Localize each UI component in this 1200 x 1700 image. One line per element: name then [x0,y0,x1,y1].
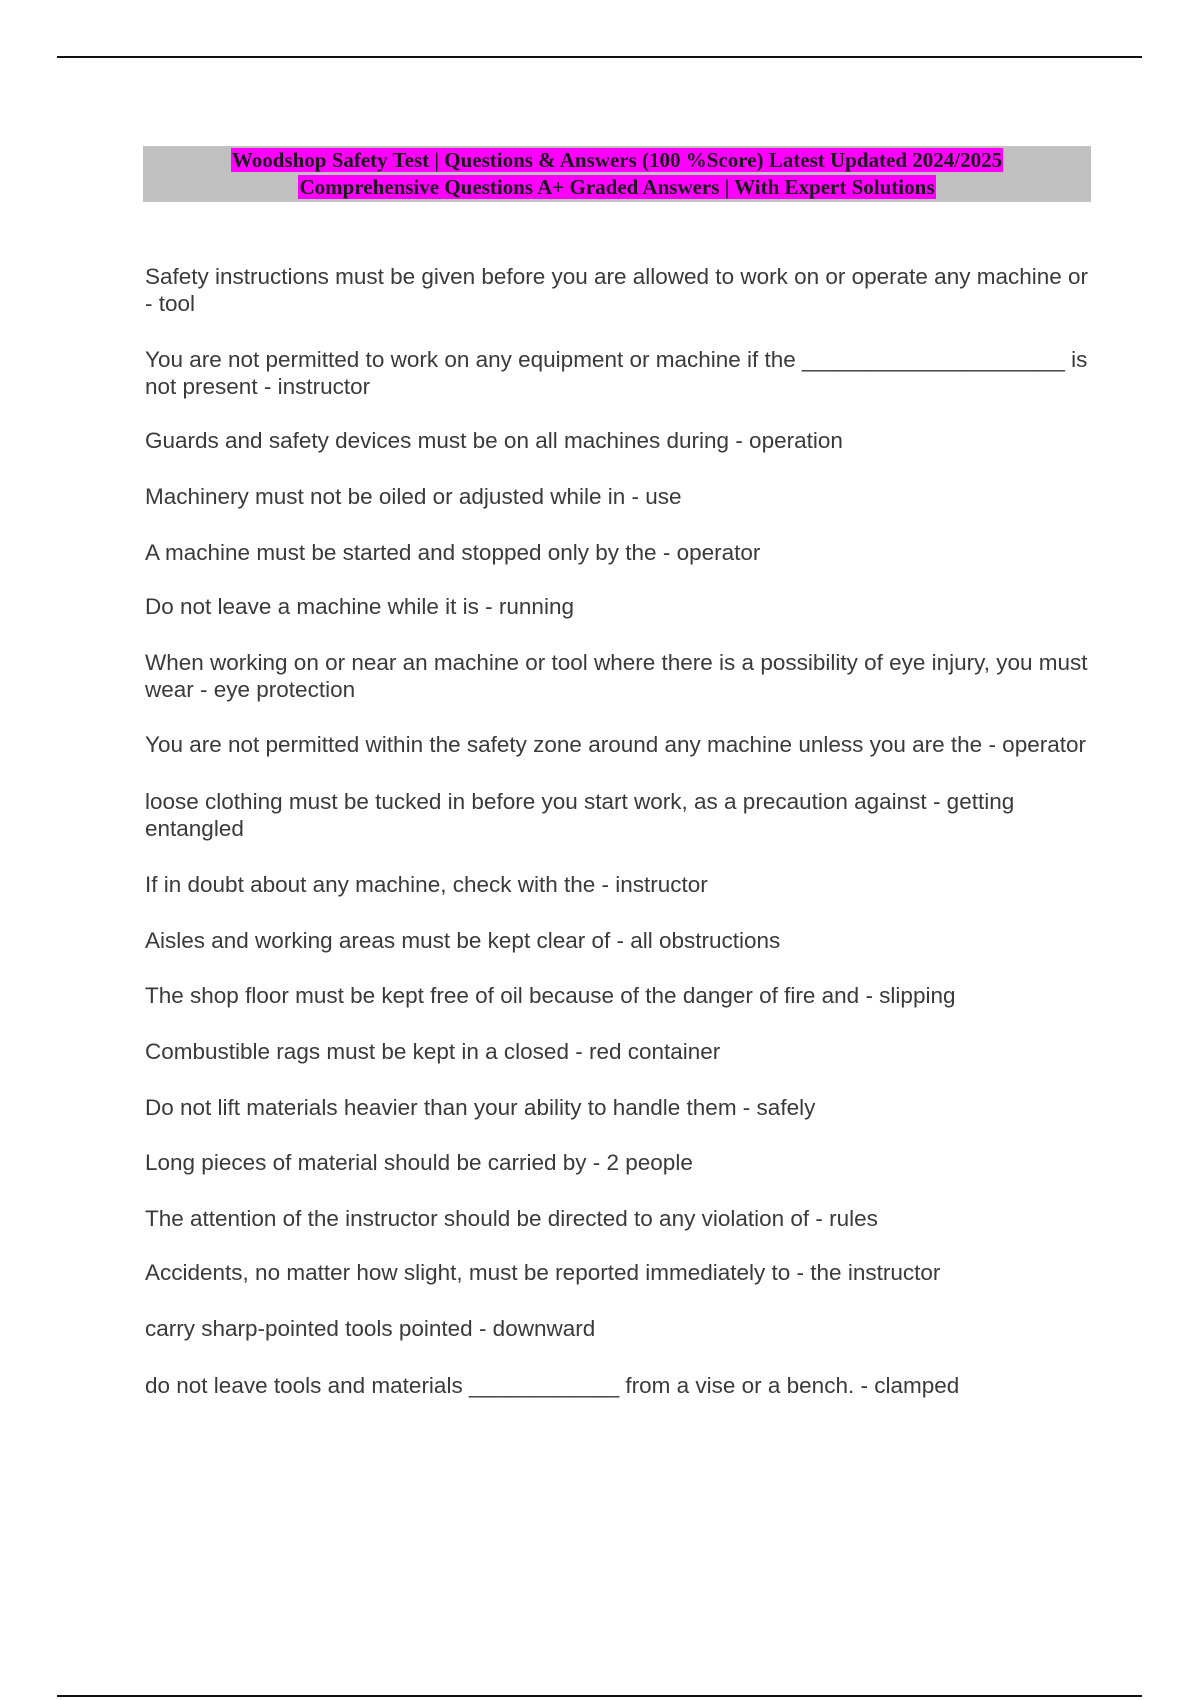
qa-list [145,263,1095,1399]
qa-item: The shop floor must be kept free of oil because of the danger of fire and - slipping [145,983,956,1008]
bottom-rule [57,1695,1142,1697]
qa-item: Safety instructions must be given before you are allowed to work on or operate any machine or - tool [145,264,1089,316]
qa-item: loose clothing must be tucked in before you start work, as a precaution against - getting entangled [145,789,1015,841]
qa-item: The attention of the instructor should be directed to any violation of - rules [145,1206,878,1231]
qa-item: Do not leave a machine while it is - running [145,594,574,619]
qa-item: When working on or near an machine or tool where there is a possibility of eye injury, you must wear - eye protection [145,650,1088,702]
document-title [143,146,1091,202]
title-line-2: Comprehensive Questions A+ Graded Answers | With Expert Solutions [299,175,935,199]
qa-item: Do not lift materials heavier than your ability to handle them - safely [145,1095,816,1120]
top-rule [57,56,1142,58]
qa-item: You are not permitted to work on any equipment or machine if the _____________________ is not present - instructor [145,347,1088,399]
qa-item: carry sharp-pointed tools pointed - downward [145,1316,596,1341]
qa-item: Machinery must not be oiled or adjusted while in - use [145,484,682,509]
qa-item: A machine must be started and stopped only by the - operator [145,540,761,565]
qa-item: Aisles and working areas must be kept clear of - all obstructions [145,928,781,953]
qa-item: You are not permitted within the safety zone around any machine unless you are the - operator [145,732,1086,757]
qa-item: Guards and safety devices must be on all machines during - operation [145,428,843,453]
qa-item: Long pieces of material should be carried by - 2 people [145,1150,693,1175]
qa-item: If in doubt about any machine, check with the - instructor [145,872,708,897]
qa-item: Combustible rags must be kept in a closed - red container [145,1039,721,1064]
qa-item: do not leave tools and materials ____________ from a vise or a bench. - clamped [145,1373,960,1398]
title-line-1: Woodshop Safety Test | Questions & Answers (100 %Score) Latest Updated 2024/2025 [231,148,1003,172]
qa-item: Accidents, no matter how slight, must be reported immediately to - the instructor [145,1260,941,1285]
